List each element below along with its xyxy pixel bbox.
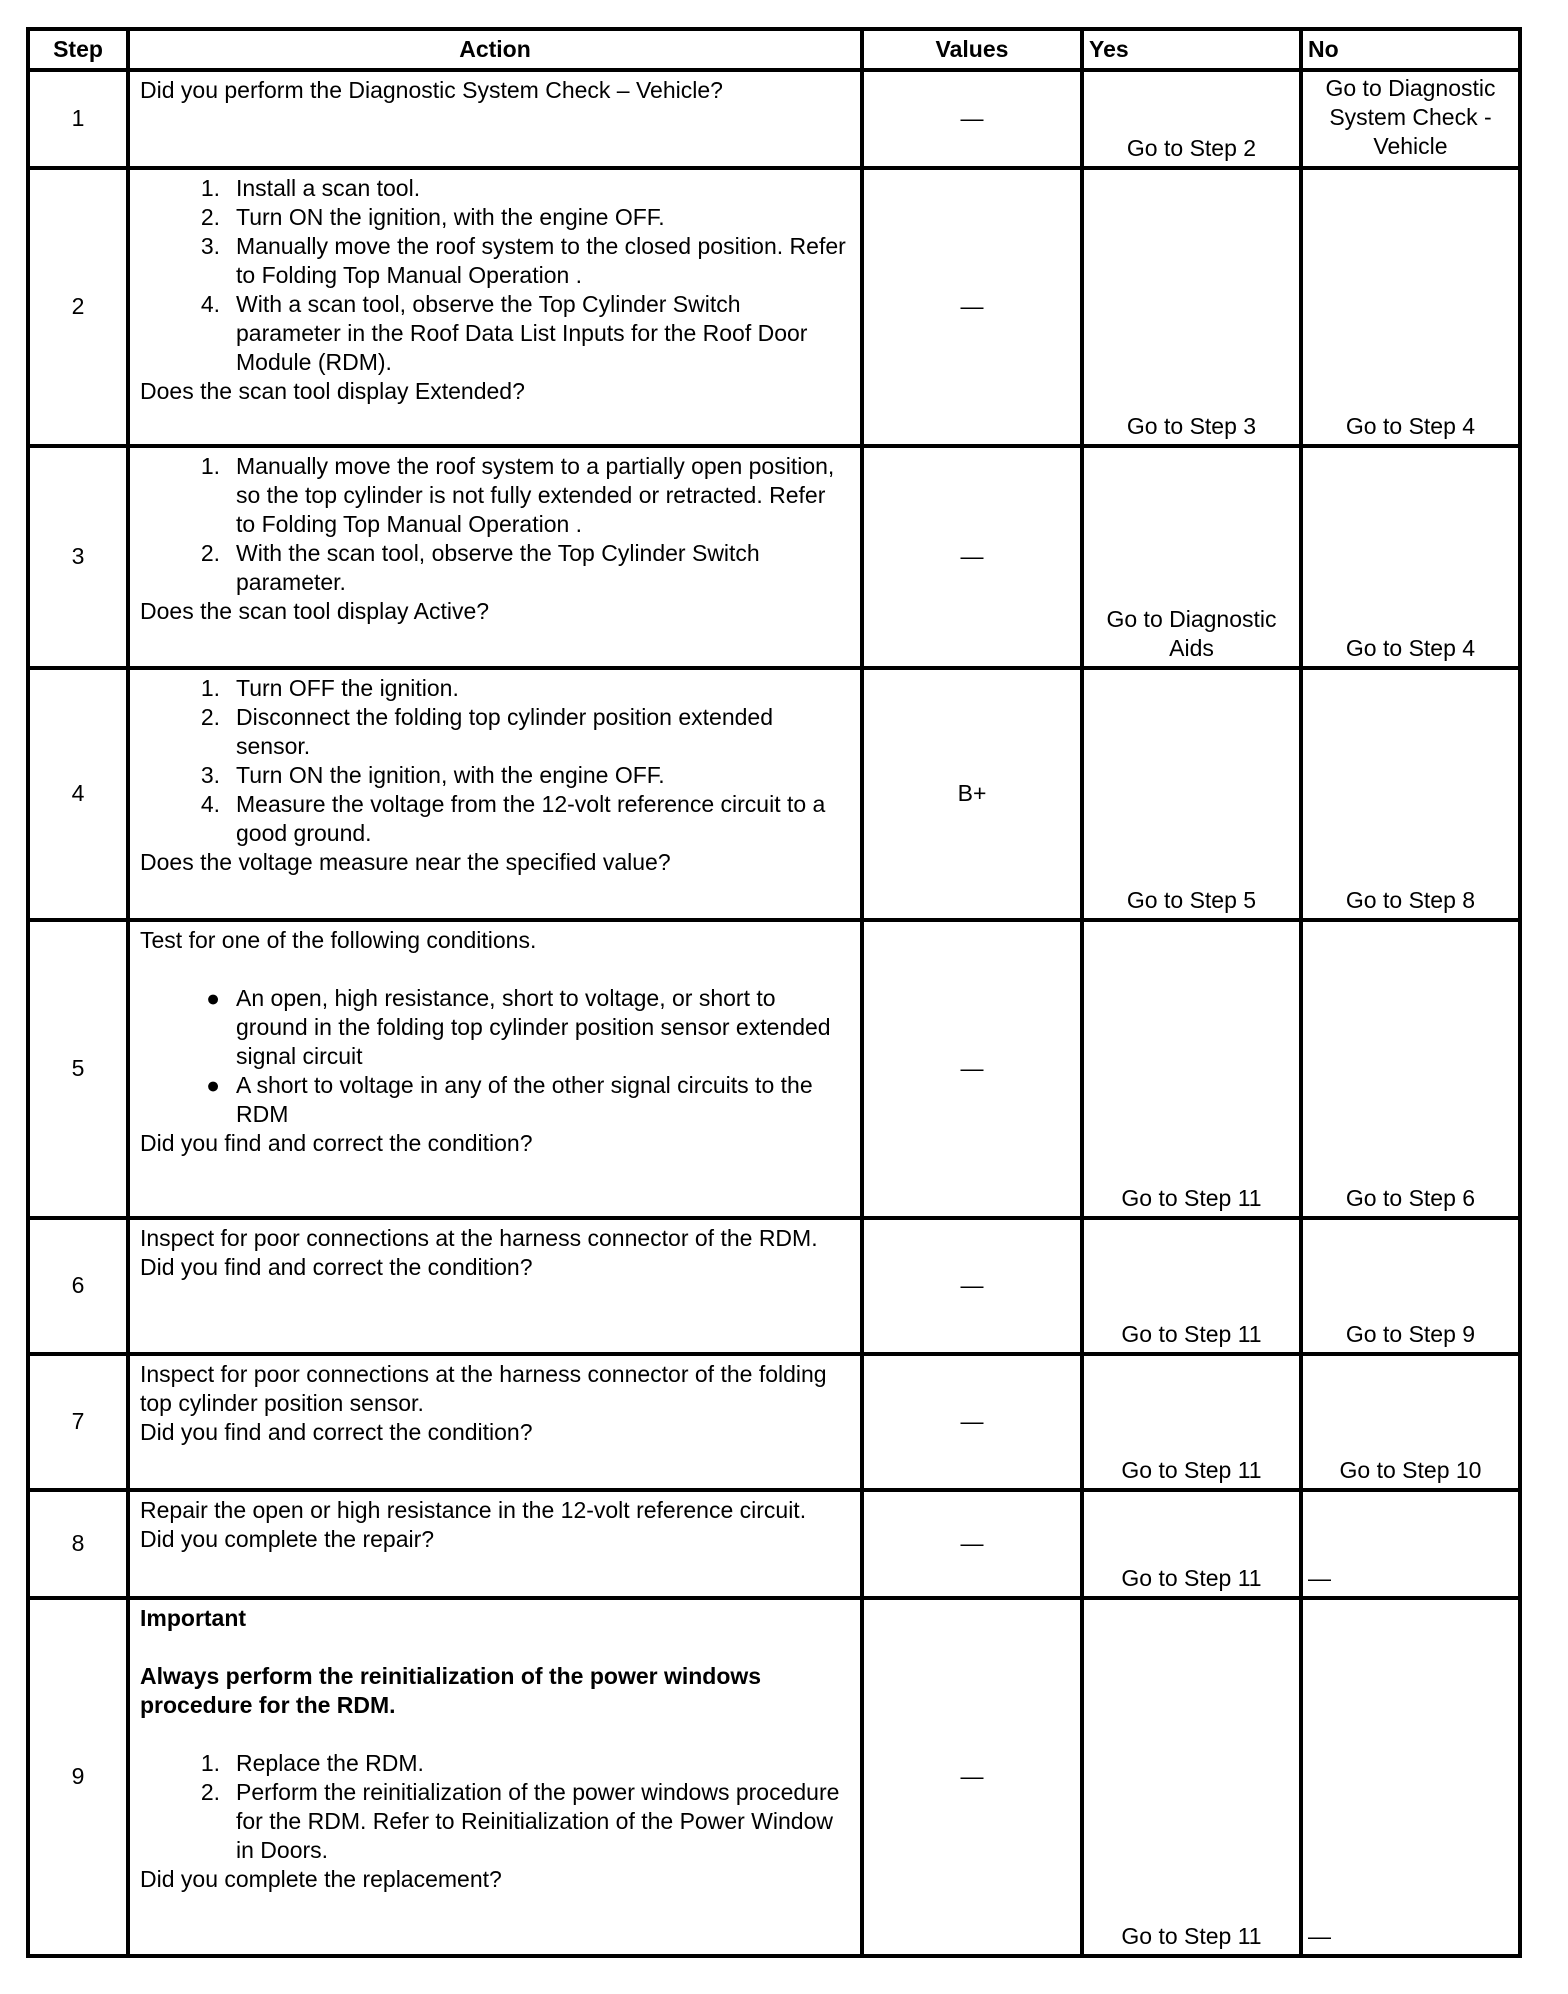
table-row — [28, 1490, 1520, 1598]
action-cell — [128, 1490, 862, 1598]
no-cell: Go to Step 9 — [1301, 1218, 1520, 1354]
action-cell — [128, 446, 862, 668]
yes-cell: Go to Step 11 — [1082, 1490, 1301, 1598]
no-cell: Go to Step 6 — [1301, 920, 1520, 1218]
action-cell — [128, 668, 862, 920]
action-question: Did you find and correct the condition? — [140, 1130, 533, 1156]
value-cell: — — [862, 70, 1082, 168]
step-number: 2 — [28, 168, 128, 446]
action-cell — [128, 1218, 862, 1354]
header-step: Step — [28, 29, 128, 70]
table-row — [28, 668, 1520, 920]
important-text: Always perform the reinitialization of the power windows procedure for the RDM. — [140, 1663, 762, 1718]
yes-cell: Go to Step 11 — [1082, 1598, 1301, 1956]
list-item: 3. Turn ON the ignition, with the engine OFF. — [200, 762, 665, 788]
header-row — [28, 29, 1520, 70]
no-cell: — — [1301, 1490, 1520, 1598]
action-text: Did you perform the Diagnostic System Check – Vehicle? — [140, 77, 723, 103]
step-number: 4 — [28, 668, 128, 920]
action-cell — [128, 1598, 862, 1956]
no-cell: Go to Step 10 — [1301, 1354, 1520, 1490]
action-text: Inspect for poor connections at the harness connector of the folding top cylinder position sensor. — [140, 1361, 827, 1416]
list-item: 1. Manually move the roof system to a partially open position, so the top cylinder is not fully extended or retracted. Refer to Folding Top Manual Operation . — [200, 453, 835, 537]
list-item: 2. Disconnect the folding top cylinder position extended sensor. — [200, 704, 774, 759]
yes-cell: Go to Step 5 — [1082, 668, 1301, 920]
action-cell — [128, 1354, 862, 1490]
table-row — [28, 168, 1520, 446]
value-cell: — — [862, 168, 1082, 446]
action-question: Did you find and correct the condition? — [140, 1254, 533, 1280]
action-text: Inspect for poor connections at the harness connector of the RDM. — [140, 1225, 818, 1251]
action-cell — [128, 920, 862, 1218]
no-cell: Go to Step 8 — [1301, 668, 1520, 920]
yes-cell: Go to Diagnostic Aids — [1082, 446, 1301, 668]
action-question: Does the scan tool display Active? — [140, 598, 490, 624]
diagnostic-table — [26, 27, 1522, 1958]
table-row — [28, 446, 1520, 668]
value-cell: B+ — [862, 668, 1082, 920]
value-cell: — — [862, 1218, 1082, 1354]
header-no: No — [1301, 29, 1520, 70]
no-cell: Go to Step 4 — [1301, 168, 1520, 446]
action-question: Did you complete the replacement? — [140, 1866, 502, 1892]
list-item: 4. Measure the voltage from the 12-volt reference circuit to a good ground. — [200, 791, 826, 846]
no-cell: — — [1301, 1598, 1520, 1956]
step-number: 8 — [28, 1490, 128, 1598]
header-values: Values — [862, 29, 1082, 70]
important-heading: Important — [140, 1605, 247, 1631]
list-item: 1. Replace the RDM. — [200, 1750, 424, 1776]
yes-cell: Go to Step 11 — [1082, 920, 1301, 1218]
header-yes: Yes — [1082, 29, 1301, 70]
value-cell: — — [862, 1598, 1082, 1956]
list-item: 2. With the scan tool, observe the Top Cylinder Switch parameter. — [200, 540, 760, 595]
step-number: 9 — [28, 1598, 128, 1956]
action-cell — [128, 70, 862, 168]
value-cell: — — [862, 920, 1082, 1218]
list-item: 1. Install a scan tool. — [200, 175, 421, 201]
yes-cell: Go to Step 11 — [1082, 1354, 1301, 1490]
table-row — [28, 1354, 1520, 1490]
action-text: Test for one of the following conditions. — [140, 927, 537, 953]
step-number: 1 — [28, 70, 128, 168]
value-cell: — — [862, 1354, 1082, 1490]
no-cell: Go to Step 4 — [1301, 446, 1520, 668]
table-row — [28, 920, 1520, 1218]
action-question: Did you complete the repair? — [140, 1526, 435, 1552]
action-text: Repair the open or high resistance in the 12-volt reference circuit. — [140, 1497, 807, 1523]
value-cell: — — [862, 1490, 1082, 1598]
value-cell: — — [862, 446, 1082, 668]
yes-cell: Go to Step 2 — [1082, 70, 1301, 168]
no-cell: Go to Diagnostic System Check - Vehicle — [1301, 70, 1520, 168]
step-number: 6 — [28, 1218, 128, 1354]
table-row — [28, 1598, 1520, 1956]
list-item: ● A short to voltage in any of the other signal circuits to the RDM — [206, 1072, 813, 1127]
list-item: 2. Perform the reinitialization of the power windows procedure for the RDM. Refer to Reinitialization of the Power Window in Doors. — [200, 1779, 840, 1863]
header-action: Action — [128, 29, 862, 70]
list-item: 4. With a scan tool, observe the Top Cylinder Switch parameter in the Roof Data List Inputs for the Roof Door Module (RDM). — [200, 291, 808, 375]
step-number: 7 — [28, 1354, 128, 1490]
step-number: 3 — [28, 446, 128, 668]
yes-cell: Go to Step 11 — [1082, 1218, 1301, 1354]
step-number: 5 — [28, 920, 128, 1218]
action-question: Does the scan tool display Extended? — [140, 378, 525, 404]
table-row — [28, 1218, 1520, 1354]
yes-cell: Go to Step 3 — [1082, 168, 1301, 446]
list-item: ● An open, high resistance, short to voltage, or short to ground in the folding top cylinder position sensor extended signal circuit — [206, 985, 831, 1069]
action-question: Did you find and correct the condition? — [140, 1419, 533, 1445]
action-question: Does the voltage measure near the specified value? — [140, 849, 671, 875]
list-item: 1. Turn OFF the ignition. — [200, 675, 459, 701]
list-item: 3. Manually move the roof system to the closed position. Refer to Folding Top Manual Operation . — [200, 233, 846, 288]
action-cell — [128, 168, 862, 446]
table-row — [28, 70, 1520, 168]
list-item: 2. Turn ON the ignition, with the engine OFF. — [200, 204, 665, 230]
